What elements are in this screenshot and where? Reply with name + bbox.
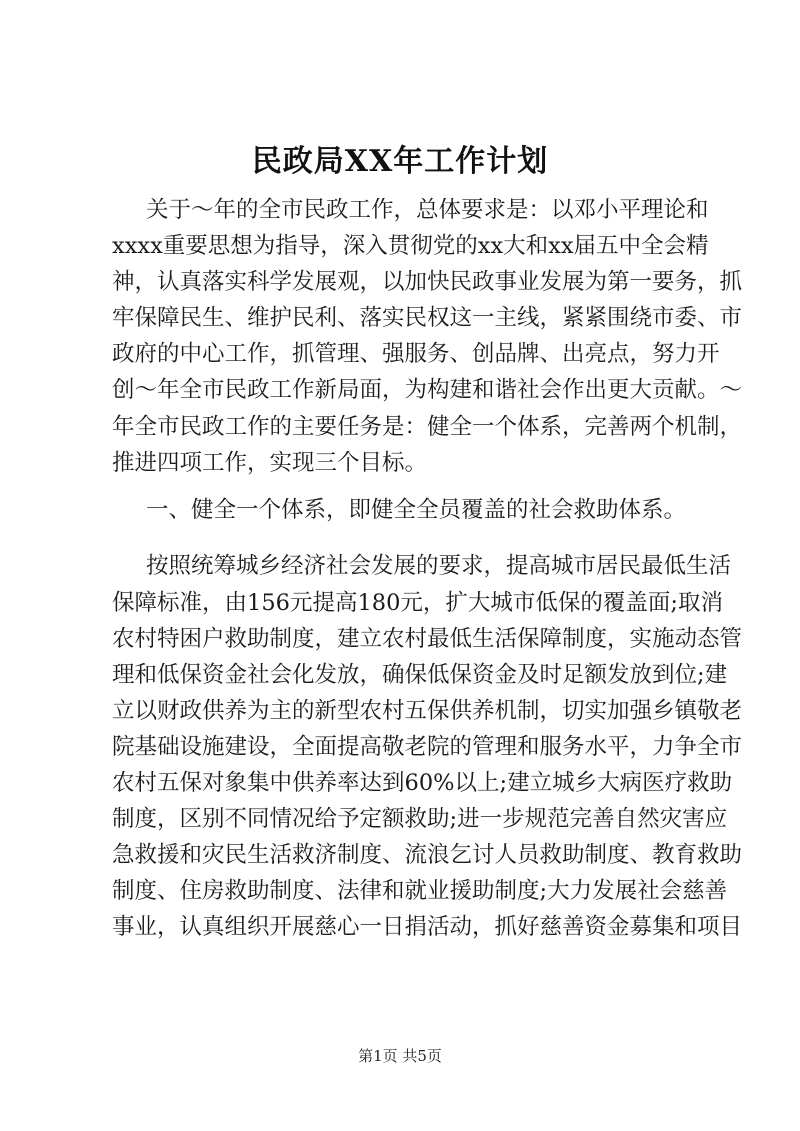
paragraph-line: 政府的中心工作，抓管理、强服务、创品牌、出亮点，努力开	[112, 341, 720, 367]
paragraph-line: 关于～年的全市民政工作，总体要求是：以邓小平理论和	[146, 197, 709, 223]
page-number-footer: 第1页 共5页	[358, 1047, 442, 1065]
paragraph-line: 制度、住房救助制度、法律和就业援助制度;大力发展社会慈善	[112, 878, 728, 904]
paragraph-line: 农村五保对象集中供养率达到60%以上;建立城乡大病医疗救助	[112, 770, 733, 796]
paragraph-line: 保障标准，由156元提高180元，扩大城市低保的覆盖面;取消	[112, 590, 723, 616]
paragraph-line: 牢保障民生、维护民利、落实民权这一主线，紧紧围绕市委、市	[112, 305, 743, 331]
section-heading: 一、健全一个体系，即健全全员覆盖的社会救助体系。	[146, 497, 687, 523]
paragraph-line: 急救援和灾民生活救济制度、流浪乞讨人员救助制度、教育救助	[112, 842, 743, 868]
paragraph-line: 农村特困户救助制度，建立农村最低生活保障制度，实施动态管	[112, 626, 743, 652]
paragraph-line: 立以财政供养为主的新型农村五保供养机制，切实加强乡镇敬老	[112, 698, 743, 724]
paragraph-line: 推进四项工作，实现三个目标。	[112, 450, 428, 476]
paragraph-line: 年全市民政工作的主要任务是：健全一个体系，完善两个机制，	[112, 414, 743, 440]
paragraph-line: 事业，认真组织开展慈心一日捐活动，抓好慈善资金募集和项目	[112, 914, 743, 940]
paragraph-line: 创～年全市民政工作新局面，为构建和谐社会作出更大贡献。～	[112, 377, 743, 403]
paragraph-line: xxxx重要思想为指导，深入贯彻党的xx大和xx届五中全会精	[112, 233, 709, 259]
paragraph-line: 按照统筹城乡经济社会发展的要求，提高城市居民最低生活	[146, 553, 732, 579]
paragraph-line: 理和低保资金社会化发放，确保低保资金及时足额发放到位;建	[112, 662, 728, 688]
paragraph-line: 制度，区别不同情况给予定额救助;进一步规范完善自然灾害应	[112, 806, 728, 832]
paragraph-line: 院基础设施建设，全面提高敬老院的管理和服务水平，力争全市	[112, 734, 743, 760]
document-title: 民政局XX年工作计划	[251, 144, 549, 179]
paragraph-line: 神，认真落实科学发展观，以加快民政事业发展为第一要务，抓	[112, 269, 743, 295]
